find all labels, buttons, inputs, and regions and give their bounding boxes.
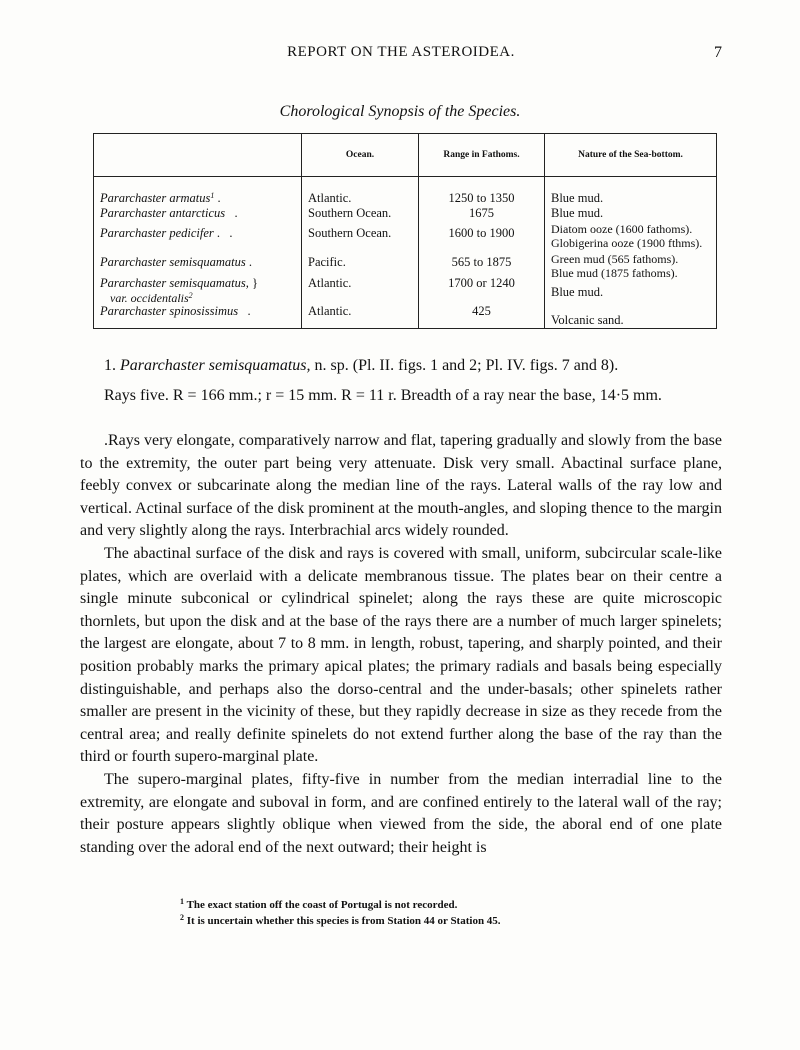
ocean-value: Southern Ocean. [308,206,392,221]
species-heading [80,357,722,375]
range-value: 1600 to 1900 [448,225,515,240]
footnote: $^1$ The exact station off the coast of Portugal is not recorded. [180,897,458,911]
species-name: Pararchaster spinosissimus . [100,304,251,319]
description-body [80,430,722,859]
species-cell [94,177,302,329]
bottom-value: Volcanic sand. [551,312,624,327]
range-value: 425 [472,304,491,319]
variety-name: var. occidentalis$^2$ [110,291,193,306]
ocean-cell [302,177,419,329]
bottom-value: Blue mud (1875 fathoms). [551,265,678,280]
range-value: 1675 [469,206,494,221]
paragraph: The supero-marginal plates, fifty-five in number from the median interradial line to the extremity, are elongate and suboval in form, and are confined entirely to the lateral wall of the ray; their posture appears slightly oblique when viewed from the side, the aboral end of one plate standing over the adoral end of the next outward; their height is [80,770,722,856]
footnote-ref: 1 [210,191,215,200]
paragraph: The abactinal surface of the disk and rays is covered with small, uniform, subcircular scale-like plates, which are overlaid with a delicate membranous tissue. The plates bear on their centre a single minute subconical or cylindrical spinelet; along the rays these are quite microscopic thornlets, but upon the disk and at the base of the rays there are a number of much larger spinelets; the largest are elongate, about 7 to 8 mm. in length, robust, tapering, and sharply pointed, and their position probably marks the primary apical plates; the primary radials and basals being especially distinguishable, and perhaps also the dorso-central and the under-basals; other spinelets rather smaller are present in the vicinity of these, but they rapidly decrease in size as they recede from the central area; and really definite spinelets do not extend further along the base of the ray than the third or fourth supero-marginal plate. [80,544,722,766]
footnote: $^2$ It is uncertain whether this species is from Station 44 or Station 45. [180,913,501,927]
species-column-header [94,134,302,177]
bottom-value: Blue mud. [551,191,604,205]
page-number: 7 [714,44,722,61]
ocean-column-header: Ocean. [302,134,419,177]
chorological-synopsis-table [93,133,717,329]
footnote-ref: 2 [188,291,193,301]
range-value: 1250 to 1350 [448,191,515,205]
species-name: Pararchaster armatus$^1$ . [100,191,221,205]
ocean-value: Pacific. [308,254,346,269]
bottom-cell [545,177,717,329]
species-name: Pararchaster pedicifer . . [100,225,233,240]
bottom-value: Blue mud. [551,206,604,221]
range-cell [419,177,545,329]
table-caption: Chorological Synopsis of the Species. [279,103,521,120]
species-number: 1. [104,357,116,374]
footnotes [180,897,740,929]
ocean-value: Atlantic. [308,191,352,205]
species-name: Pararchaster antarcticus . [100,206,238,221]
range-value: 1700 or 1240 [448,276,515,291]
bottom-value: Diatom ooze (1600 fathoms). [551,221,693,236]
range-column-header: Range in Fathoms. [419,134,545,177]
running-head: REPORT ON THE ASTEROIDEA. [287,44,515,60]
bottom-value: Globigerina ooze (1900 fthms). [551,235,703,250]
bottom-value: Green mud (565 fathoms). [551,251,679,266]
ocean-value: Southern Ocean. [308,225,392,240]
species-name: Pararchaster semisquamatus . [100,254,252,269]
measurements-line: Rays five. R = 166 mm.; r = 15 mm. R = 11 r. Breadth of a ray near the base, 14·5 mm. [104,387,662,404]
bottom-column-header: Nature of the Sea-bottom. [545,134,717,177]
bottom-value: Blue mud. [551,284,604,299]
page-header [80,44,722,66]
ocean-value: Atlantic. [308,276,352,291]
ocean-value: Atlantic. [308,304,352,319]
species-heading-name: Pararchaster semisquamatus, [120,357,311,374]
range-value: 565 to 1875 [451,254,512,269]
species-name: Pararchaster semisquamatus, } [100,276,258,291]
species-heading-rest: n. sp. (Pl. II. figs. 1 and 2; Pl. IV. figs. 7 and 8). [314,357,619,374]
paragraph: .Rays very elongate, comparatively narrow and flat, tapering gradually and slowly from the base to the extremity, the outer part being very attenuate. Disk very small. Abactinal surface plane, feebly convex or subcarinate along the median line of the rays. Lateral walls of the ray low and vertical. Actinal surface of the disk prominent at the mouth-angles, and sloping thence to the margin and very slightly along the rays. Interbrachial arcs widely rounded. [80,432,722,540]
